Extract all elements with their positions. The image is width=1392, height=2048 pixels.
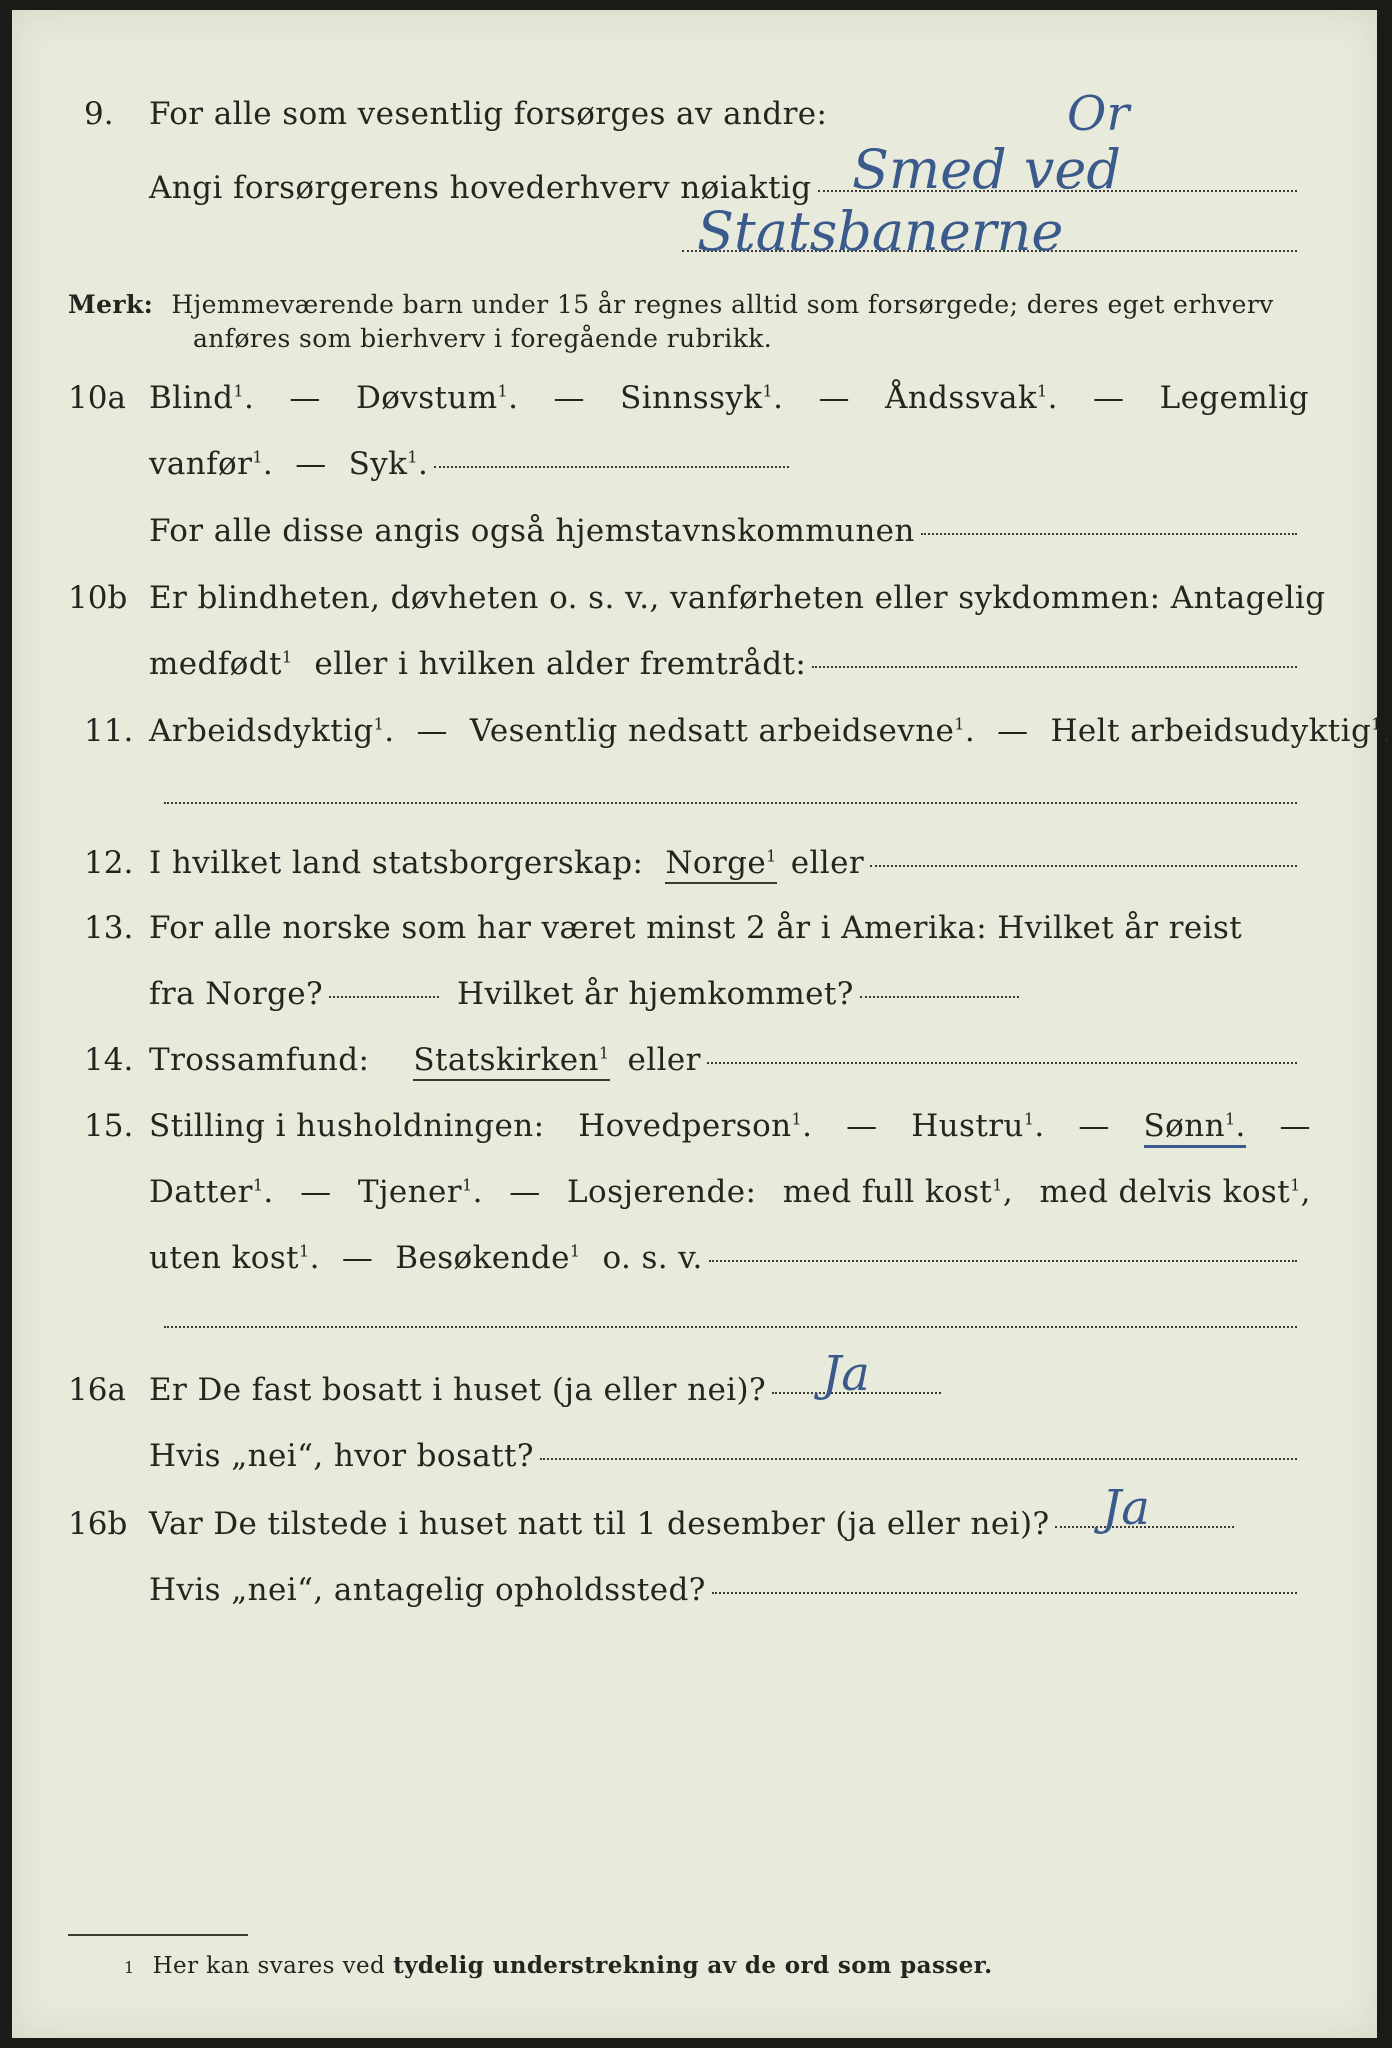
q16a-line2-text: Hvis „nei“, hvor bosatt? [149,1438,534,1474]
q14-answer-line[interactable] [707,1062,1297,1064]
q12-label: I hvilket land statsborgerskap: [149,845,644,881]
q14-label: Trossamfund: [149,1042,370,1078]
q16a-handwritten-answer: Ja [822,1346,870,1402]
option-delvis-kost[interactable]: med delvis kost$^1$, [1039,1174,1311,1210]
q15-line2: Datter$^1$. — Tjener$^1$. — Losjerende: med full kost$^1$, med delvis kost$^1$, [149,1174,1311,1210]
q16b-opholdssted-line[interactable] [712,1592,1297,1594]
option-vanfor[interactable]: vanfør$^1$. [149,446,274,482]
q13-hjemkommet-line[interactable] [860,996,1019,998]
q10a-syk-line[interactable] [434,466,789,468]
q15-label: Stilling i husholdningen: [149,1108,545,1144]
option-datter[interactable]: Datter$^1$. [149,1174,274,1210]
q13-reist-line[interactable] [329,996,439,998]
q16a-line2 [149,1438,1297,1474]
q12-number: 12. [84,845,134,881]
option-helt-arbeidsudyktig[interactable]: Helt arbeidsudyktig$^1$. [1050,713,1392,749]
footnote [124,1952,993,1979]
option-dovstum[interactable]: Døvstum$^1$. [355,380,519,416]
option-syk[interactable]: Syk$^1$. [348,446,429,482]
option-medfodt[interactable]: medfødt$^1$ [149,646,293,682]
option-sonn[interactable]: Sønn$^1$. [1144,1108,1246,1148]
q16b-line1 [149,1506,1234,1542]
q12-line1: I hvilket land statsborgerskap: Norge$^1$ eller [149,845,1297,884]
q10a-line1: Blind$^1$. — Døvstum$^1$. — Sinnssyk$^1$. — Åndssvak$^1$. — Legemlig [149,380,1309,416]
q10b-answer-line[interactable] [812,666,1297,668]
option-full-kost[interactable]: med full kost$^1$, [782,1174,1014,1210]
q10b-line2 [149,646,1297,682]
option-tjener[interactable]: Tjener$^1$. [357,1174,483,1210]
q10a-line3-text: For alle disse angis også hjemstavnskommunen [149,513,915,549]
q9-number: 9. [84,96,114,132]
q10b-line1 [149,580,1325,616]
hjemstavnskommune-line[interactable] [921,533,1297,535]
q16b-line2-text: Hvis „nei“, antagelig opholdssted? [149,1572,706,1608]
q12-answer-line[interactable] [870,865,1297,867]
q10a-line3 [149,513,1297,549]
option-legemlig[interactable]: Legemlig [1159,380,1309,416]
q9-handwriting-employer: Statsbanerne [697,200,1064,263]
merk-line2-text: anføres som bierhverv i foregående rubrikk. [193,324,773,353]
census-form-page [12,10,1392,2038]
q15-line3: uten kost$^1$. — Besøkende$^1$ o. s. v. [149,1240,1297,1276]
merk-line1-text: Hjemmeværende barn under 15 år regnes alltid som forsørgede; deres eget erhverv [171,290,1274,319]
option-sinnssyk[interactable]: Sinnssyk$^1$. [620,380,784,416]
q16b-handwritten-answer: Ja [1102,1480,1150,1536]
option-losjerende: Losjerende: [567,1174,757,1210]
q16a-number: 16a [68,1372,126,1408]
q10b-line2-text: eller i hvilken alder fremtrådt: [314,646,807,682]
option-hustru[interactable]: Hustru$^1$. [911,1108,1045,1144]
option-blind[interactable]: Blind$^1$. [149,380,255,416]
q15-answer-line-2[interactable] [164,1326,1297,1328]
footnote-text-plain: Her kan svares ved [152,1953,386,1979]
q16b-line1-text: Var De tilstede i huset natt til 1 desember (ja eller nei)? [149,1506,1050,1542]
option-uten-kost[interactable]: uten kost$^1$. [149,1240,320,1276]
option-statskirken[interactable]: Statskirken$^1$ [413,1042,609,1081]
q16b-number: 16b [68,1506,128,1542]
q13-line1 [149,910,1242,946]
q9-line2-text: Angi forsørgerens hovederhverv nøiaktig [149,170,812,206]
option-arbeidsdyktig[interactable]: Arbeidsdyktig$^1$. [149,713,395,749]
option-besokende[interactable]: Besøkende$^1$ [395,1240,581,1276]
q15-answer-line[interactable] [709,1260,1297,1262]
q10a-line2: vanfør$^1$. — Syk$^1$. [149,446,789,482]
merk-label: Merk: [68,290,154,319]
q16a-line1-text: Er De fast bosatt i huset (ja eller nei)? [149,1372,767,1408]
q11-answer-line[interactable] [164,802,1297,804]
q9-handwriting-occupation: Smed ved [852,138,1121,201]
option-nedsatt-arbeidsevne[interactable]: Vesentlig nedsatt arbeidsevne$^1$. [469,713,976,749]
q11-line1: Arbeidsdyktig$^1$. — Vesentlig nedsatt arbeidsevne$^1$. — Helt arbeidsudyktig$^1$. [149,713,1392,749]
q15-number: 15. [84,1108,134,1144]
q13-number: 13. [84,910,134,946]
merk-line2 [193,324,772,353]
option-andssvak[interactable]: Åndssvak$^1$. [885,380,1058,416]
footnote-text-bold: tydelig understrekning av de ord som passer. [393,1952,993,1979]
q15-line1: Stilling i husholdningen: Hovedperson$^1$. — Hustru$^1$. — Sønn$^1$. — [149,1108,1311,1148]
q11-number: 11. [84,713,134,749]
q10a-number: 10a [68,380,126,416]
q9-line1 [149,96,1317,132]
q14-number: 14. [84,1042,134,1078]
q14-line1: Trossamfund: Statskirken$^1$ eller [149,1042,1297,1081]
q13-hjemkommet: Hvilket år hjemkommet? [457,976,854,1012]
q10b-number: 10b [68,580,128,616]
q13-line1-text: For alle norske som har været minst 2 år i Amerika: Hvilket år reist [149,910,1243,946]
q9-handwriting-top: Or [1067,86,1130,142]
q9-line1-text: For alle som vesentlig forsørges av andre: [149,96,828,132]
footnote-mark: 1 [124,1958,135,1977]
q13-fra-norge: fra Norge? [149,976,324,1012]
q13-line2 [149,976,1019,1012]
footnote-rule [68,1934,248,1936]
q16a-bosatt-line[interactable] [540,1458,1297,1460]
option-hovedperson[interactable]: Hovedperson$^1$. [578,1108,813,1144]
q10b-line1-text: Er blindheten, døvheten o. s. v., vanførheten eller sykdommen: Antagelig [149,580,1326,616]
option-norge[interactable]: Norge$^1$ [665,845,776,884]
q16b-line2 [149,1572,1297,1608]
merk-line1 [68,290,1274,319]
